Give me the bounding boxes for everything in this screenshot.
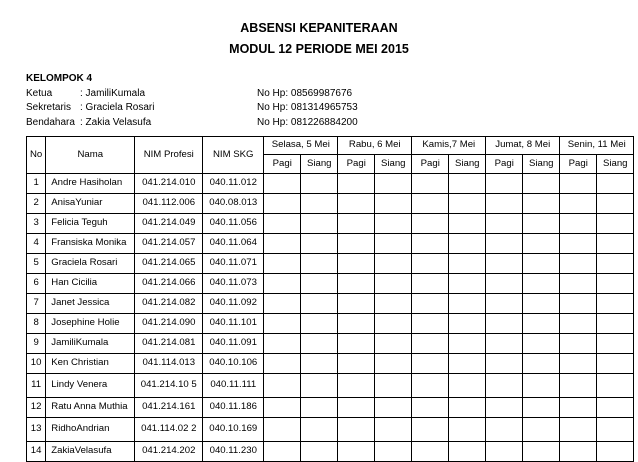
attendance-cell[interactable] xyxy=(301,418,338,442)
row-nim-profesi: 041.114.013 xyxy=(135,354,203,374)
attendance-cell[interactable] xyxy=(560,354,597,374)
attendance-cell[interactable] xyxy=(301,174,338,194)
table-row xyxy=(27,354,634,374)
attendance-cell[interactable] xyxy=(486,374,523,398)
header-nama: Nama xyxy=(46,137,135,174)
attendance-cell[interactable] xyxy=(597,194,634,214)
table-row xyxy=(27,234,634,254)
row-nim-skg: 040.11.186 xyxy=(203,398,264,418)
attendance-cell[interactable] xyxy=(523,274,560,294)
group-name: KELOMPOK 4 xyxy=(26,73,93,84)
attendance-cell[interactable] xyxy=(560,314,597,334)
attendance-cell[interactable] xyxy=(560,294,597,314)
attendance-cell[interactable] xyxy=(301,194,338,214)
attendance-cell[interactable] xyxy=(338,254,375,274)
attendance-cell[interactable] xyxy=(264,442,301,462)
attendance-cell[interactable] xyxy=(412,214,449,234)
attendance-cell[interactable] xyxy=(449,194,486,214)
header-day: Senin, 11 Mei xyxy=(560,137,634,155)
attendance-cell[interactable] xyxy=(412,334,449,354)
attendance-cell[interactable] xyxy=(523,194,560,214)
attendance-cell[interactable] xyxy=(338,214,375,234)
attendance-cell[interactable] xyxy=(523,354,560,374)
header-session: Siang xyxy=(523,155,560,174)
attendance-cell[interactable] xyxy=(375,418,412,442)
header-session: Siang xyxy=(375,155,412,174)
member-row-sekretaris xyxy=(26,101,358,116)
attendance-cell[interactable] xyxy=(486,442,523,462)
attendance-cell[interactable] xyxy=(301,254,338,274)
attendance-cell[interactable] xyxy=(597,354,634,374)
row-nim-profesi: 041.214.202 xyxy=(135,442,203,462)
row-nim-skg: 040.11.056 xyxy=(203,214,264,234)
attendance-cell[interactable] xyxy=(597,418,634,442)
attendance-cell[interactable] xyxy=(264,314,301,334)
row-nama: Han Cicilia xyxy=(46,274,135,294)
row-nim-profesi: 041.214.065 xyxy=(135,254,203,274)
attendance-cell[interactable] xyxy=(597,314,634,334)
attendance-cell[interactable] xyxy=(375,294,412,314)
row-nim-profesi: 041.214.10 5 xyxy=(135,374,203,398)
row-nama: Ken Christian xyxy=(46,354,135,374)
attendance-cell[interactable] xyxy=(375,354,412,374)
attendance-cell[interactable] xyxy=(375,214,412,234)
row-no: 5 xyxy=(27,254,46,274)
attendance-cell[interactable] xyxy=(560,214,597,234)
attendance-cell[interactable] xyxy=(412,194,449,214)
attendance-cell[interactable] xyxy=(560,274,597,294)
table-row xyxy=(27,334,634,354)
row-nim-skg: 040.11.064 xyxy=(203,234,264,254)
attendance-cell[interactable] xyxy=(264,194,301,214)
member-phone: No Hp: 081226884200 xyxy=(257,116,358,128)
row-nim-skg: 040.10.169 xyxy=(203,418,264,442)
row-no: 10 xyxy=(27,354,46,374)
row-no: 3 xyxy=(27,214,46,234)
attendance-cell[interactable] xyxy=(338,418,375,442)
header-day: Rabu, 6 Mei xyxy=(338,137,412,155)
attendance-cell[interactable] xyxy=(264,274,301,294)
header-day: Kamis,7 Mei xyxy=(412,137,486,155)
table-row xyxy=(27,254,634,274)
attendance-cell[interactable] xyxy=(449,374,486,398)
attendance-cell[interactable] xyxy=(560,398,597,418)
attendance-cell[interactable] xyxy=(264,234,301,254)
attendance-cell[interactable] xyxy=(449,398,486,418)
attendance-cell[interactable] xyxy=(301,314,338,334)
attendance-cell[interactable] xyxy=(301,274,338,294)
row-nama: Lindy Venera xyxy=(46,374,135,398)
attendance-cell[interactable] xyxy=(449,314,486,334)
table-row xyxy=(27,194,634,214)
attendance-cell[interactable] xyxy=(523,398,560,418)
attendance-cell[interactable] xyxy=(523,214,560,234)
attendance-cell[interactable] xyxy=(486,294,523,314)
attendance-cell[interactable] xyxy=(375,398,412,418)
row-nim-skg: 040.11.092 xyxy=(203,294,264,314)
row-nim-profesi: 041.214.090 xyxy=(135,314,203,334)
attendance-cell[interactable] xyxy=(523,334,560,354)
attendance-cell[interactable] xyxy=(486,398,523,418)
attendance-cell[interactable] xyxy=(375,254,412,274)
row-nim-skg: 040.11.101 xyxy=(203,314,264,334)
attendance-cell[interactable] xyxy=(375,194,412,214)
row-nim-skg: 040.08.013 xyxy=(203,194,264,214)
group-info xyxy=(26,72,358,130)
row-nim-profesi: 041.214.081 xyxy=(135,334,203,354)
row-nim-skg: 040.11.091 xyxy=(203,334,264,354)
member-phone: No Hp: 081314965753 xyxy=(257,102,358,113)
attendance-cell[interactable] xyxy=(338,274,375,294)
member-name: : Graciela Rosari xyxy=(80,102,155,113)
attendance-cell[interactable] xyxy=(449,174,486,194)
attendance-cell[interactable] xyxy=(375,174,412,194)
attendance-cell[interactable] xyxy=(301,374,338,398)
attendance-cell[interactable] xyxy=(264,354,301,374)
table-body xyxy=(27,174,634,462)
row-nim-profesi: 041.114.02 2 xyxy=(135,418,203,442)
attendance-cell[interactable] xyxy=(560,418,597,442)
row-nama: Josephine Holie xyxy=(46,314,135,334)
attendance-cell[interactable] xyxy=(523,314,560,334)
attendance-cell[interactable] xyxy=(375,442,412,462)
attendance-cell[interactable] xyxy=(560,234,597,254)
attendance-cell[interactable] xyxy=(597,214,634,234)
attendance-cell[interactable] xyxy=(449,294,486,314)
attendance-cell[interactable] xyxy=(412,254,449,274)
attendance-cell[interactable] xyxy=(375,234,412,254)
attendance-cell[interactable] xyxy=(449,354,486,374)
row-nim-profesi: 041.214.066 xyxy=(135,274,203,294)
member-role: Bendahara xyxy=(26,116,75,128)
attendance-cell[interactable] xyxy=(412,174,449,194)
attendance-cell[interactable] xyxy=(560,334,597,354)
member-name: : Zakia Velasufa xyxy=(80,116,152,128)
attendance-cell[interactable] xyxy=(560,442,597,462)
attendance-cell[interactable] xyxy=(412,418,449,442)
attendance-cell[interactable] xyxy=(560,174,597,194)
attendance-cell[interactable] xyxy=(449,214,486,234)
header-session: Pagi xyxy=(338,155,375,174)
attendance-cell[interactable] xyxy=(523,374,560,398)
row-no: 2 xyxy=(27,194,46,214)
row-nim-profesi: 041.214.161 xyxy=(135,398,203,418)
attendance-cell[interactable] xyxy=(412,354,449,374)
row-no: 8 xyxy=(27,314,46,334)
attendance-cell[interactable] xyxy=(264,398,301,418)
row-no: 4 xyxy=(27,234,46,254)
attendance-cell[interactable] xyxy=(264,294,301,314)
attendance-cell[interactable] xyxy=(301,398,338,418)
attendance-cell[interactable] xyxy=(301,294,338,314)
attendance-cell[interactable] xyxy=(449,234,486,254)
attendance-cell[interactable] xyxy=(375,274,412,294)
header-session: Siang xyxy=(449,155,486,174)
document-subtitle: MODUL 12 PERIODE MEI 2015 xyxy=(229,42,409,56)
attendance-cell[interactable] xyxy=(375,374,412,398)
attendance-cell[interactable] xyxy=(338,234,375,254)
header-nim-profesi: NIM Profesi xyxy=(135,137,203,174)
attendance-cell[interactable] xyxy=(486,354,523,374)
header-nim-skg: NIM SKG xyxy=(203,137,264,174)
attendance-cell[interactable] xyxy=(301,334,338,354)
row-nim-profesi: 041.214.049 xyxy=(135,214,203,234)
attendance-cell[interactable] xyxy=(486,174,523,194)
attendance-cell[interactable] xyxy=(486,418,523,442)
row-nim-skg: 040.10.106 xyxy=(203,354,264,374)
table-row xyxy=(27,314,634,334)
attendance-cell[interactable] xyxy=(486,314,523,334)
header-session: Pagi xyxy=(486,155,523,174)
row-no: 1 xyxy=(27,174,46,194)
attendance-cell[interactable] xyxy=(412,374,449,398)
header-session: Pagi xyxy=(412,155,449,174)
row-nim-profesi: 041.214.057 xyxy=(135,234,203,254)
attendance-cell[interactable] xyxy=(523,294,560,314)
member-role: Ketua xyxy=(26,87,53,99)
row-no: 6 xyxy=(27,274,46,294)
header-session: Siang xyxy=(301,155,338,174)
attendance-cell[interactable] xyxy=(523,418,560,442)
row-no: 7 xyxy=(27,294,46,314)
row-nim-profesi: 041.214.010 xyxy=(135,174,203,194)
attendance-cell[interactable] xyxy=(597,442,634,462)
row-nama: RidhoAndrian xyxy=(46,418,135,442)
attendance-cell[interactable] xyxy=(486,274,523,294)
attendance-cell[interactable] xyxy=(301,234,338,254)
attendance-cell[interactable] xyxy=(338,174,375,194)
row-nama: Graciela Rosari xyxy=(46,254,135,274)
row-nim-skg: 040.11.230 xyxy=(203,442,264,462)
attendance-cell[interactable] xyxy=(597,334,634,354)
attendance-cell[interactable] xyxy=(338,314,375,334)
row-nim-skg: 040.11.073 xyxy=(203,274,264,294)
table-row xyxy=(27,418,634,442)
row-no: 12 xyxy=(27,398,46,418)
member-phone: No Hp: 08569987676 xyxy=(257,87,353,99)
attendance-cell[interactable] xyxy=(264,214,301,234)
attendance-cell[interactable] xyxy=(264,174,301,194)
attendance-cell[interactable] xyxy=(264,374,301,398)
attendance-cell[interactable] xyxy=(486,194,523,214)
row-nama: Janet Jessica xyxy=(46,294,135,314)
attendance-cell[interactable] xyxy=(449,334,486,354)
row-nama: ZakiaVelasufa xyxy=(46,442,135,462)
attendance-cell[interactable] xyxy=(486,334,523,354)
member-name: : JamiliKumala xyxy=(80,87,146,99)
attendance-cell[interactable] xyxy=(560,194,597,214)
attendance-cell[interactable] xyxy=(338,442,375,462)
attendance-cell[interactable] xyxy=(597,254,634,274)
attendance-cell[interactable] xyxy=(560,374,597,398)
row-no: 11 xyxy=(27,374,46,398)
attendance-cell[interactable] xyxy=(449,418,486,442)
attendance-cell[interactable] xyxy=(338,398,375,418)
header-day: Jumat, 8 Mei xyxy=(486,137,560,155)
row-nama: Felicia Teguh xyxy=(46,214,135,234)
table-row xyxy=(27,274,634,294)
attendance-cell[interactable] xyxy=(338,354,375,374)
header-day: Selasa, 5 Mei xyxy=(264,137,338,155)
attendance-cell[interactable] xyxy=(338,374,375,398)
attendance-cell[interactable] xyxy=(486,254,523,274)
attendance-cell[interactable] xyxy=(523,254,560,274)
attendance-cell[interactable] xyxy=(412,274,449,294)
attendance-cell[interactable] xyxy=(301,442,338,462)
attendance-cell[interactable] xyxy=(301,354,338,374)
row-nama: Ratu Anna Muthia xyxy=(46,398,135,418)
table-row xyxy=(27,374,634,398)
attendance-cell[interactable] xyxy=(523,234,560,254)
member-row-bendahara xyxy=(26,116,358,131)
row-nim-profesi: 041.112.006 xyxy=(135,194,203,214)
header-session: Siang xyxy=(597,155,634,174)
row-nim-skg: 040.11.071 xyxy=(203,254,264,274)
attendance-cell[interactable] xyxy=(412,314,449,334)
attendance-cell[interactable] xyxy=(449,254,486,274)
attendance-cell[interactable] xyxy=(486,214,523,234)
attendance-cell[interactable] xyxy=(597,274,634,294)
member-row-ketua xyxy=(26,87,358,102)
attendance-cell[interactable] xyxy=(597,174,634,194)
table-row xyxy=(27,398,634,418)
attendance-cell[interactable] xyxy=(523,174,560,194)
attendance-cell[interactable] xyxy=(301,214,338,234)
attendance-cell[interactable] xyxy=(449,274,486,294)
attendance-cell[interactable] xyxy=(338,294,375,314)
table-row xyxy=(27,214,634,234)
row-no: 9 xyxy=(27,334,46,354)
row-nama: AnisaYuniar xyxy=(46,194,135,214)
row-no: 13 xyxy=(27,418,46,442)
row-nama: Andre Hasiholan xyxy=(46,174,135,194)
header-session: Pagi xyxy=(264,155,301,174)
attendance-cell[interactable] xyxy=(412,294,449,314)
table-row xyxy=(27,442,634,462)
attendance-cell[interactable] xyxy=(597,234,634,254)
member-role: Sekretaris xyxy=(26,102,72,113)
attendance-cell[interactable] xyxy=(412,442,449,462)
attendance-cell[interactable] xyxy=(264,254,301,274)
row-no: 14 xyxy=(27,442,46,462)
header-no: No xyxy=(27,137,46,174)
row-nama: Fransiska Monika xyxy=(46,234,135,254)
attendance-cell[interactable] xyxy=(264,418,301,442)
attendance-cell[interactable] xyxy=(597,374,634,398)
attendance-cell[interactable] xyxy=(338,334,375,354)
attendance-cell[interactable] xyxy=(597,398,634,418)
attendance-cell[interactable] xyxy=(560,254,597,274)
attendance-table xyxy=(26,136,634,462)
attendance-cell[interactable] xyxy=(486,234,523,254)
row-nama: JamiliKumala xyxy=(46,334,135,354)
attendance-cell[interactable] xyxy=(523,442,560,462)
table-row xyxy=(27,294,634,314)
document-title: ABSENSI KEPANITERAAN xyxy=(240,21,398,35)
attendance-cell[interactable] xyxy=(412,234,449,254)
attendance-cell[interactable] xyxy=(264,334,301,354)
row-nim-skg: 040.11.012 xyxy=(203,174,264,194)
attendance-cell[interactable] xyxy=(375,314,412,334)
attendance-cell[interactable] xyxy=(597,294,634,314)
attendance-cell[interactable] xyxy=(412,398,449,418)
table-row xyxy=(27,174,634,194)
row-nim-profesi: 041.214.082 xyxy=(135,294,203,314)
header-session: Pagi xyxy=(560,155,597,174)
attendance-cell[interactable] xyxy=(338,194,375,214)
attendance-cell[interactable] xyxy=(449,442,486,462)
attendance-cell[interactable] xyxy=(375,334,412,354)
row-nim-skg: 040.11.111 xyxy=(203,374,264,398)
